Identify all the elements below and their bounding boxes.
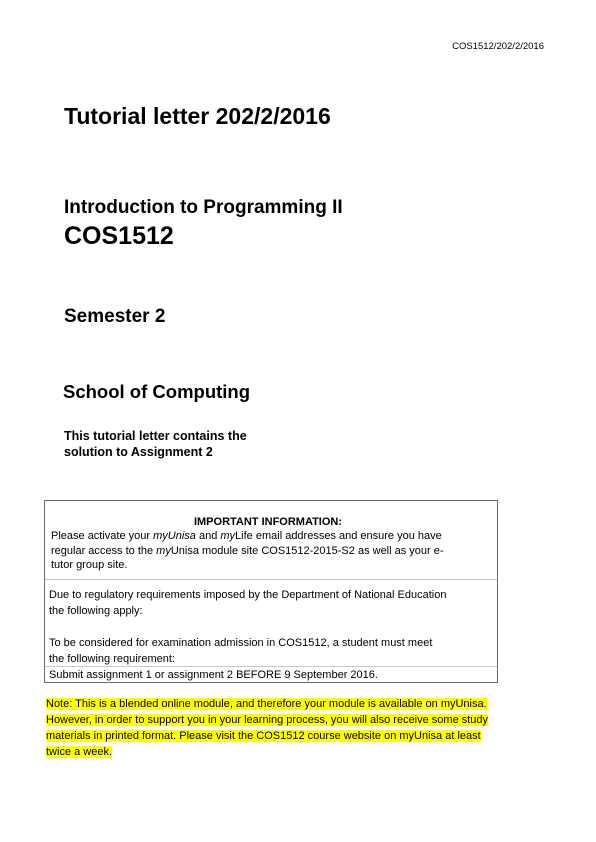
activation-paragraph xyxy=(51,529,491,573)
activation-italic-my: my xyxy=(220,530,236,542)
regulatory-paragraph xyxy=(49,587,489,619)
note-line-1-text: Note: This is a blended online module, and therefore your module is available on myUnisa. xyxy=(46,698,487,710)
note-line-4-text: twice a week. xyxy=(46,746,113,758)
semester-label: Semester 2 xyxy=(64,306,166,327)
note-line-3 xyxy=(46,728,546,744)
important-information-title: IMPORTANT INFORMATION: xyxy=(193,516,343,528)
requirement-text: Submit assignment 1 or assignment 2 BEFORE 9 September 2016. xyxy=(49,669,378,681)
activation-italic-myunisa: myUnisa xyxy=(153,530,196,542)
admission-line-1: To be considered for examination admission in COS1512, a student must meet xyxy=(49,637,433,649)
activation-line-1 xyxy=(51,529,491,544)
activation-italic-my-2: my xyxy=(156,544,171,557)
regulatory-line-1: Due to regulatory requirements imposed by the Department of National Education xyxy=(49,589,447,601)
requirement-divider xyxy=(45,666,497,667)
course-code: COS1512 xyxy=(64,222,174,250)
admission-paragraph xyxy=(49,635,489,667)
note-line-3-text: materials in printed format. Please visit the COS1512 course website on myUnisa at least xyxy=(46,730,481,742)
activation-line-2 xyxy=(51,544,491,559)
regulatory-line-2: the following apply: xyxy=(49,605,143,617)
info-divider xyxy=(45,579,497,580)
intro-line-2: solution to Assignment 2 xyxy=(64,445,213,459)
activation-text-and: and xyxy=(195,530,221,542)
activation-line-3: tutor group site. xyxy=(51,559,128,571)
activation-text-life: Life email addresses and ensure you have xyxy=(235,530,442,542)
school-label: School of Computing xyxy=(63,381,251,402)
activation-text-2: regular access to the xyxy=(51,544,157,557)
activation-text-1: Please activate your xyxy=(51,530,154,542)
activation-text-2-rest: Unisa module site COS1512-2015-S2 as well as your e- xyxy=(170,544,444,557)
course-name: Introduction to Programming II xyxy=(64,197,343,218)
blended-module-note xyxy=(46,696,546,760)
document-code-header: COS1512/202/2/2016 xyxy=(452,41,544,52)
note-line-1 xyxy=(46,696,546,712)
note-line-4 xyxy=(46,744,546,760)
admission-line-2: the following requirement: xyxy=(49,653,175,665)
intro-text xyxy=(64,428,294,460)
note-line-2-text: However, in order to support you in your learning process, you will also receive some study xyxy=(46,714,489,726)
document-title: Tutorial letter 202/2/2016 xyxy=(64,103,331,129)
important-information-box xyxy=(44,500,498,683)
note-line-2 xyxy=(46,712,546,728)
intro-line-1: This tutorial letter contains the xyxy=(64,429,247,443)
